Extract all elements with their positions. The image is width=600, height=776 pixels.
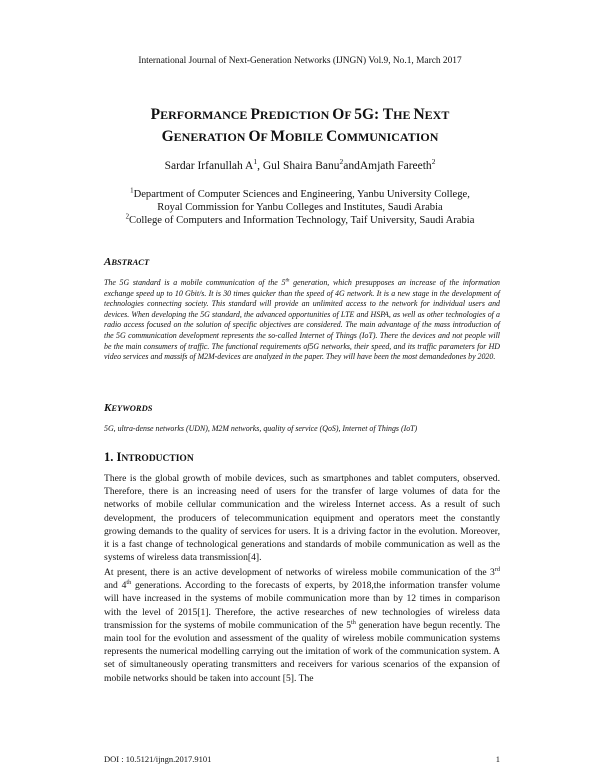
section-heading-introduction: 1. INTRODUCTION — [104, 450, 194, 464]
abstract-text: The 5G standard is a mobile communication of the 5th generation, which presupposes an increase of the information exchange speed up to 10 Gbit/s. It is 30 times quicker than the speed of 4G network. It is a new stage in the development of technologies connecting society. This standard will provide an unlimited access to the network for individual users and devices. When developing the 5G standard, the advanced opportunities of LTE and HSPA, as well as other technologies of a radio access focused on the solution of specific objectives are considered. The main advantage of the mass introduction of the 5G communication development represents the so-called Internet of Things (IoT). There the devices and not people will be the main consumers of traffic. The functional requirements of5G networks, their speed, and its traffic parameters for HD video services and massifs of M2M-devices are analyzed in the paper. They will have been the most demandedones by 2020. — [104, 277, 500, 362]
keywords-text: 5G, ultra-dense networks (UDN), M2M networks, quality of service (QoS), Internet of Things (IoT) — [104, 424, 418, 433]
author-list: Sardar Irfanullah $A^1$, Gul Shaira Banu$^2$andAmjath Fareeth$^2$ — [164, 157, 436, 172]
affiliations: $^1$Department of Computer Sciences and Engineering, Yanbu University College, Royal Commission for Yanbu Colleges and Institutes, Saudi Arabia $^2$College of Computers and Information Technology, Taif University, Saudi Arabia — [125, 187, 475, 226]
doi-footer: DOI : 10.5121/ijngn.2017.9101 — [104, 754, 212, 764]
journal-header: International Journal of Next-Generation Networks (IJNGN) Vol.9, No.1, March 2017 — [138, 56, 462, 66]
abstract-heading: ABSTRACT — [104, 256, 150, 268]
paper-title: PERFORMANCE PREDICTION OF 5G: THE NEXT GENERATION OF MOBILE COMMUNICATION — [150, 106, 450, 145]
page-number: 1 — [495, 754, 500, 764]
intro-paragraph-2: At present, there is an active development of networks of wireless mobile communication of the 3rd and 4th generations. According to the forecasts of experts, by 2018,the information transfer volume will have increased in the systems of mobile communication more than by 12 times in comparison with the level of 2015[1]. Therefore, the active researches of new technologies of wireless data transmission for the systems of mobile communication of the 5th generation have begun recently. The main tool for the evolution and assessment of the quality of wireless mobile communication systems represents the numerical modelling carrying out the imitation of work of the communication system. A set of simultaneously operating transmitters and receivers for various scenarios of the expansion of mobile networks should be taken into account [5]. The — [104, 565, 500, 684]
intro-paragraph-1: There is the global growth of mobile devices, such as smartphones and tablet computers, observed. Therefore, there is an increasing need of users for the transfer of large volumes of data for the networks of mobile cellular communication and the wireless Internet access. As a result of such development, the producers of telecommunication equipment and operators meet the constantly growing demands to the quality of services for users. It is a driving factor in the evolution. Moreover, it is a fast change of technological generations and standards of mobile communication as well as the systems of wireless data transmission[4]. — [104, 473, 500, 564]
keywords-heading: KEYWORDS — [104, 402, 153, 414]
